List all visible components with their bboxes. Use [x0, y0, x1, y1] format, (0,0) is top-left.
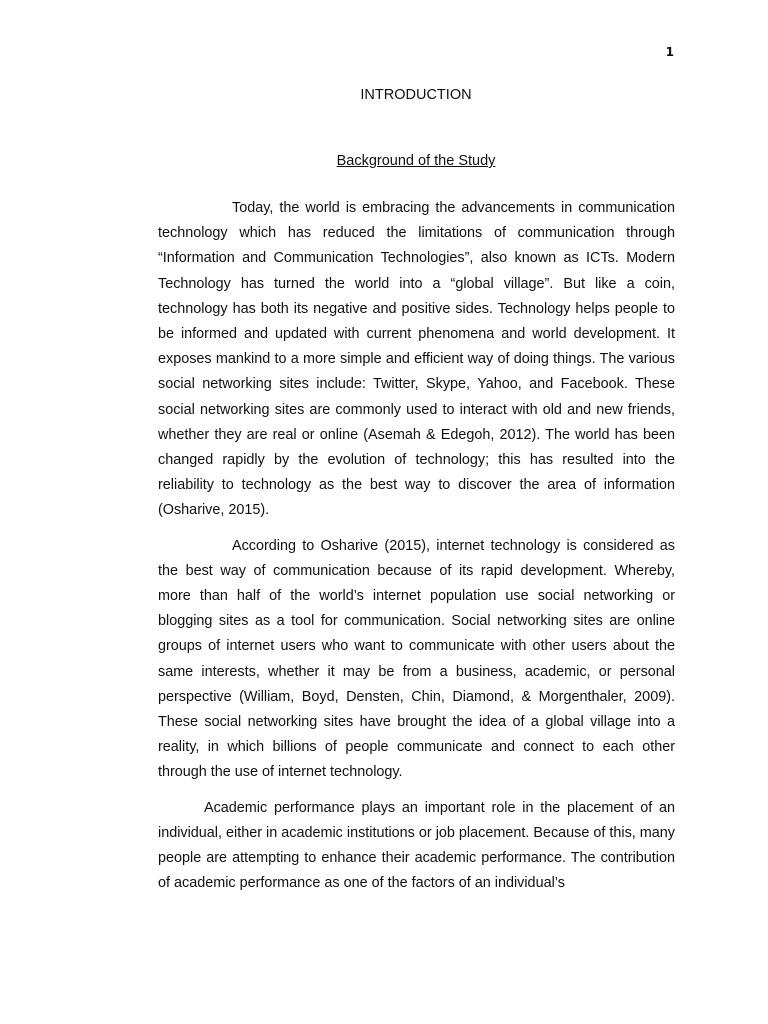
- page-number: 1: [665, 45, 674, 59]
- paragraph-1: Today, the world is embracing the advancements in communication technology which has reduced the limitations of communication through “Information and Communication Technologies”, also known as ICTs. Modern Technology has turned the world into a “global village”. But like a coin, technology has both its negative and positive sides. Technology helps people to be informed and updated with current phenomena and world development. It exposes mankind to a more simple and efficient way of doing things. The various social networking sites include: Twitter, Skype, Yahoo, and Facebook. These social networking sites are commonly used to interact with old and new friends, whether they are real or online (Asemah & Edegoh, 2012). The world has been changed rapidly by the evolution of technology; this has resulted into the reliability to technology as the best way to discover the area of information (Osharive, 2015).: [158, 200, 675, 519]
- paragraph-3: Academic performance plays an important role in the placement of an individual, either in academic institutions or job placement. Because of this, many people are attempting to enhance their academic performance. The contribution of academic performance as one of the factors of an individual’s: [158, 799, 675, 892]
- body-text: [158, 196, 675, 896]
- chapter-heading: INTRODUCTION: [360, 87, 472, 103]
- section-heading: Background of the Study: [336, 153, 496, 169]
- paragraph-2: According to Osharive (2015), internet technology is considered as the best way of communication because of its rapid development. Whereby, more than half of the world’s internet population use social networking or blogging sites as a tool for communication. Social networking sites are online groups of internet users who want to communicate with other users about the same interests, whether it may be from a business, academic, or personal perspective (William, Boyd, Densten, Chin, Diamond, & Morgenthaler, 2009). These social networking sites have brought the idea of a global village into a reality, in which billions of people communicate and connect to each other through the use of internet technology.: [158, 537, 675, 781]
